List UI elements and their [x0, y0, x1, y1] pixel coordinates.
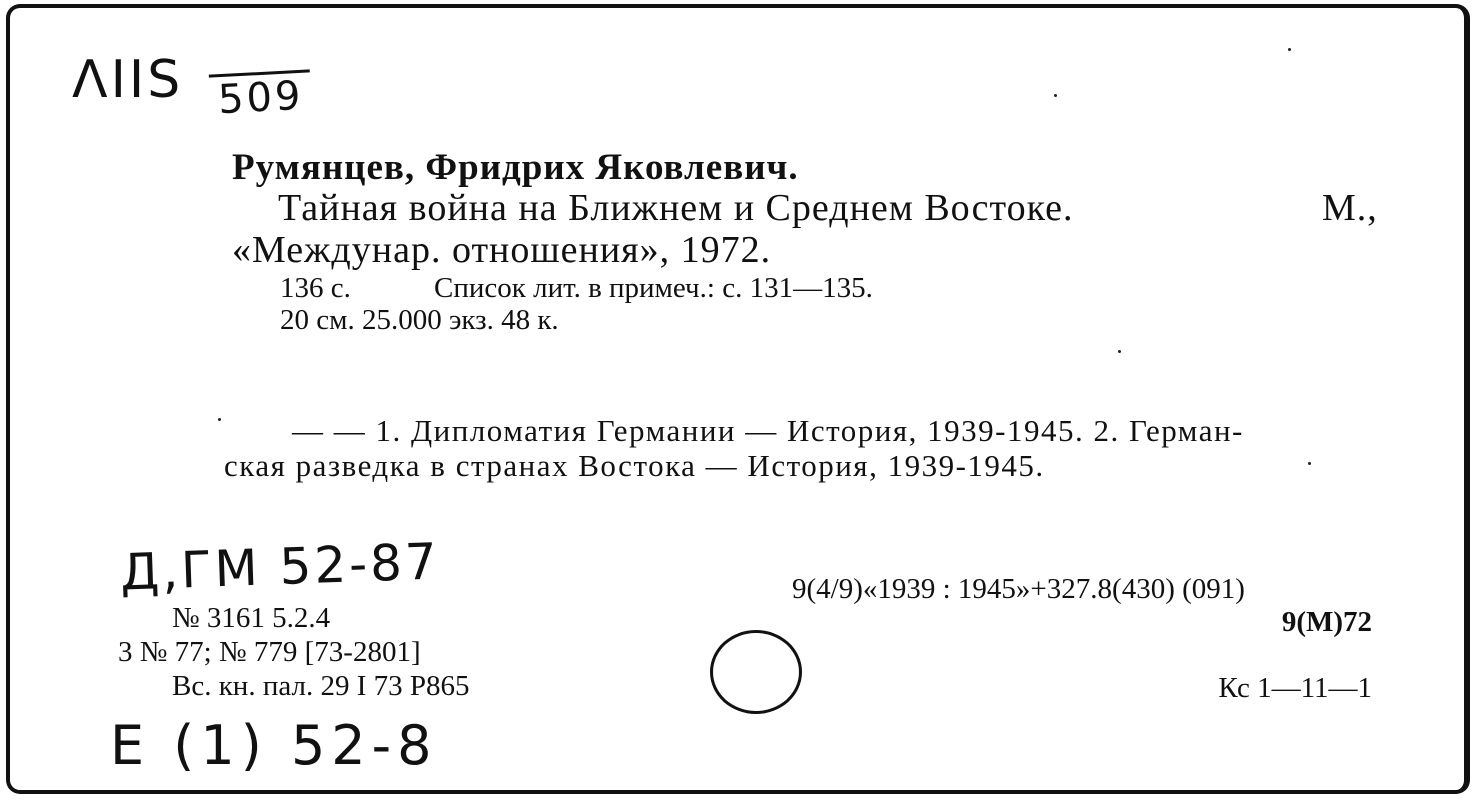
card-number: № 3161 5.2.4: [172, 602, 331, 634]
classification-index: 9(4/9)«1939 : 1945»+327.8(430) (091): [792, 573, 1245, 605]
speck: [1288, 48, 1291, 51]
subject-line-2: ская разведка в странах Востока — История, 1939-1945.: [224, 448, 1045, 483]
handwritten-code-middle: Д,ГМ 52-87: [119, 532, 441, 602]
speck: [1054, 94, 1057, 97]
publication-place: М.,: [1322, 187, 1378, 229]
bibliography-note: Список лит. в примеч.: с. 131—135.: [434, 272, 873, 304]
book-chamber-line: Вс. кн. пал. 29 I 73 Р865: [172, 670, 470, 702]
title-line: Тайная война на Ближнем и Среднем Востоке.: [278, 187, 1074, 229]
catalog-card: [6, 4, 1470, 794]
handwritten-code-top: ΛIIS: [72, 50, 184, 110]
subject-line-1: — — 1. Дипломатия Германии — История, 1939-1945. 2. Герман-: [292, 413, 1244, 448]
card-code: Кс 1—11—1: [1218, 672, 1372, 704]
handwritten-code-bottom: E (1) 52-8: [110, 714, 438, 777]
size-print-price: 20 см. 25.000 экз. 48 к.: [280, 304, 559, 336]
shelf-mark: 9(М)72: [1281, 606, 1372, 638]
author-heading: Румянцев, Фридрих Яковлевич.: [232, 147, 799, 188]
publisher-line: «Междунар. отношения», 1972.: [232, 229, 772, 271]
order-number: 3 № 77; № 779 [73-2801]: [118, 636, 421, 668]
speck: [1118, 350, 1121, 353]
speck: [218, 418, 221, 421]
punch-hole-circle: [710, 630, 802, 714]
handwritten-number-top: 509: [209, 69, 313, 123]
speck: [1308, 462, 1311, 465]
collation-pages: 136 с.: [280, 272, 351, 304]
